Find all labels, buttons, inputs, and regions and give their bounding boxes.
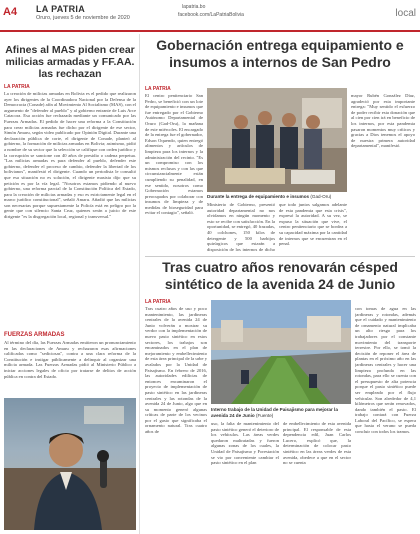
gobernacion-caption-text: Durante la entrega de equipamiento e insumos — [207, 194, 310, 199]
avenida-photo-figure — [211, 300, 351, 404]
amaru-photo — [4, 398, 136, 530]
amaru-photo-figure — [4, 398, 136, 530]
bottom-right-headline: Tras cuatro años renovarán césped sintético de la avenida 24 de Junio — [162, 259, 398, 292]
top-right-col3: mayor Rubén González Díaz, agradeció por esta importante entrega: "Muy sentido el esfuerzo de poder recibir esta donación que al cien por cien irá en beneficio de los internos, por esta pandemia pasaron momentos muy críticos y gracias a Dios tenemos el apoyo de nuestra primera autoridad departamental", manifestó. — [351, 93, 415, 149]
bottom-right-col2: de embellecimiento de esta avenida principal. El responsable de esta dependencia edil, Juan Carlos Lucero, explicó que, la determinación de colocar pasto sintético en las áreas verdes de esta avenida, obedece a que en el sector no se cuenta — [283, 421, 351, 466]
masthead-rule — [0, 30, 420, 32]
bottom-right-under-col: uso, la falta de mantenimiento del pasto sintético generó el deterioro de los vehículos. Las áreas verdes quedaron maltratadas y fueron algunas zonas de los cuales, la Unidad de Paisajismo y Forestación se vio por conveniente cambiar el pasto sintético en el plan — [211, 421, 279, 466]
bottom-right-col1: Tras cuatro años de uso y poco mantenimiento, las jardineras centrales de la avenida 24 de Junio volverán a mostrar su verdor con la implementación de nuevo pasto sintético en estos sectores, los trabajos son encaminados en el plan de mejoramiento y embellecimiento de esta área principal de la urbe y avalados por la Unidad de Paisajismo. En febrero de 2016, las autoridades edilicias de entonces encaminaron el proyecto de implementación de pasto sintético en las jardineras centrales y las rotondas de la avenida 24 de Junio, algo que en su momento generó algunas críticas de parte de los vecinos por el gasto que significaba el ornamento natural. Tras cuatro años de — [145, 306, 207, 435]
top-right-headline: Gobernación entrega equipamiento e insumos a internos de San Pedro — [156, 37, 404, 70]
bottom-right-col3: con tomas de agua en las jardineras y rotondas, además que el cuidado y mantenimiento de ornamento natural implicaba un alto riesgo para los trabajadores por el constante movimiento del transporte terrestre. Por ello, se tomó la decisión de reponer el área de plantas en el próximo año en las jardineras centrales y hacer una limpieza profunda en las rotondas, para ello se cuenta con el presupuesto de alta potencia porque el pasto sintético puede ser empleado por el flujo vehicular. Son alrededor de 4,1 kilómetros que serán renovados, dando también el pasto. El trabajo contará con Fuerza Laboral del Pacífico, se espera que hasta el verano se pueda concluir con todos los tramos. — [355, 306, 416, 435]
left-article — [0, 34, 140, 534]
top-right-under-col: Ministerio de Gobierno, presentó autoridad departamental no nos olvidamos en ningún momento y esto se recibe con satisfacción. En la oportunidad, se entregó, 40 frazadas, 40 colchones, 150 kilos de detergente y 500 barbijos quirúrgicos que estarán a disposición de los internos de dicho — [207, 202, 275, 252]
masthead — [0, 0, 420, 32]
gobernacion-caption — [207, 194, 347, 200]
top-right-col1: El centro penitenciario San Pedro, se benefició con un lote de equipamiento e insumos que fue entregado por el Gobierno Autónomo Departamental de Oruro (Gad-Oru), la mañana de este miércoles. El encargado de la entrega fue el gobernador, Edson Oquendo, quien entregó alimentos y artículos de limpieza para los internos y la administración del recinto. "Es un compromiso con los mismos reclusos y con las que circunstancialmente están cumpliendo su penalidad, en ese sentido, nosotros como Gobernación estamos preocupados por colaborar con insumos de limpieza y de medidas de bioseguridad para evitar el contagio", señaló. — [145, 93, 203, 216]
gobernacion-photo — [207, 88, 347, 192]
left-body-1: La creación de milicias armadas en Bolivia es el pedido que realizaron ayer los dirigentes de la Coordinadora Nacional por la Defensa de la Democracia (Conade) afín al Movimiento Al Socialismo (MAS), con el argumento de "defender al pueblo" y al gobierno entrante de Luis Arce Catacora. Esa acción fue rechazada mediante un comunicado por las Fuerzas Armadas. El pedido de hacer una reforma a la Constitución para crear milicias armadas fue dicho por el dirigente de ese sector, Simón Amaru, según video publicado por Opinión Digital. Durante una declaración pública de corte, el dirigente de Conade, planteó al gobierno, la formación de milicias armadas en Bolivia; asimismo, pidió a nombre de su sector que la selección se califique con orden jurídico y la corrupción se sancione con 40 años de presidio o cadena perpetua. "Las milicias armadas es para defender al pueblo, defender este gobierno, defender el proceso de cambio, defender la libertad de los bolivianos", manifestó el dirigente. Cuando un periodista le consultó que esa situación no es solución, el dirigente masista dijo que su petición es por la vía legal. "Nosotros estamos pidiendo al nuevo gobierno, una reforma parcial de la Constitución Política del Estado, para la creación de milicias armadas y eso es estrictamente legal en el marco jurídico constitucional", señaló Amaru. Añadió que las milicias son necesarias porque supuestamente la Policía está en peligro por la gente que con silencio Santa Cruz, quienes serán a juicio de este dirigente "es la disgregación local, regional y transversal." — [4, 91, 136, 220]
avenida-caption-credit: (Fuente) — [255, 412, 274, 418]
avenida-photo — [211, 300, 351, 404]
left-kicker: LA PATRIA — [4, 84, 30, 90]
top-right-col2: que todo juntos salgamos adelante de esta pandemia que esta crisis", expresó la autoridad. A su vez, se expuso la situación que vive, el centro penitenciario que se bordea a su capacidad máxima por la cantidad de internos que se encuentran en el penal. — [279, 202, 347, 247]
top-right-kicker: LA PATRIA — [145, 86, 171, 92]
date-line: Oruro, jueves 5 de noviembre de 2020 — [36, 15, 130, 21]
avenida-caption-text: Interno trabajo de la Unidad de Paisajismo para mejorar la avenida 24 de Junio — [211, 407, 338, 418]
page-number: A4 — [3, 6, 18, 18]
website: lapatria.bo — [182, 4, 206, 10]
left-subhead: FUERZAS ARMADAS — [4, 332, 65, 338]
left-headline: Afines al MAS piden crear milicias armadas y FF.AA. las rechazan — [5, 44, 135, 80]
avenida-caption — [211, 407, 351, 418]
section-label: local — [395, 8, 416, 19]
bottom-right-kicker: LA PATRIA — [145, 299, 171, 305]
gobernacion-photo-figure — [207, 88, 347, 192]
social-link: facebook.com/LaPatriaBolivia — [178, 12, 244, 18]
paper-name: LA PATRIA — [36, 4, 86, 14]
gobernacion-caption-credit: (Gad-Oru) — [310, 194, 332, 199]
left-body-2: Al término del día, las Fuerzas Armadas emitieron un pronunciamiento en las declaraciones de Amaru y rechazaron esas afirmaciones calificadas como "sediciosas", contra a una clara reforma de la Constitución e instigar públicamente a delinquir al organizar una milicia armada. Las Fuerzas Armadas pidió al Ministerio Público a iniciar acciones legales de oficio por tratarse de delitos de acción pública en contra del Estado. — [4, 340, 136, 379]
section-divider — [145, 256, 415, 257]
